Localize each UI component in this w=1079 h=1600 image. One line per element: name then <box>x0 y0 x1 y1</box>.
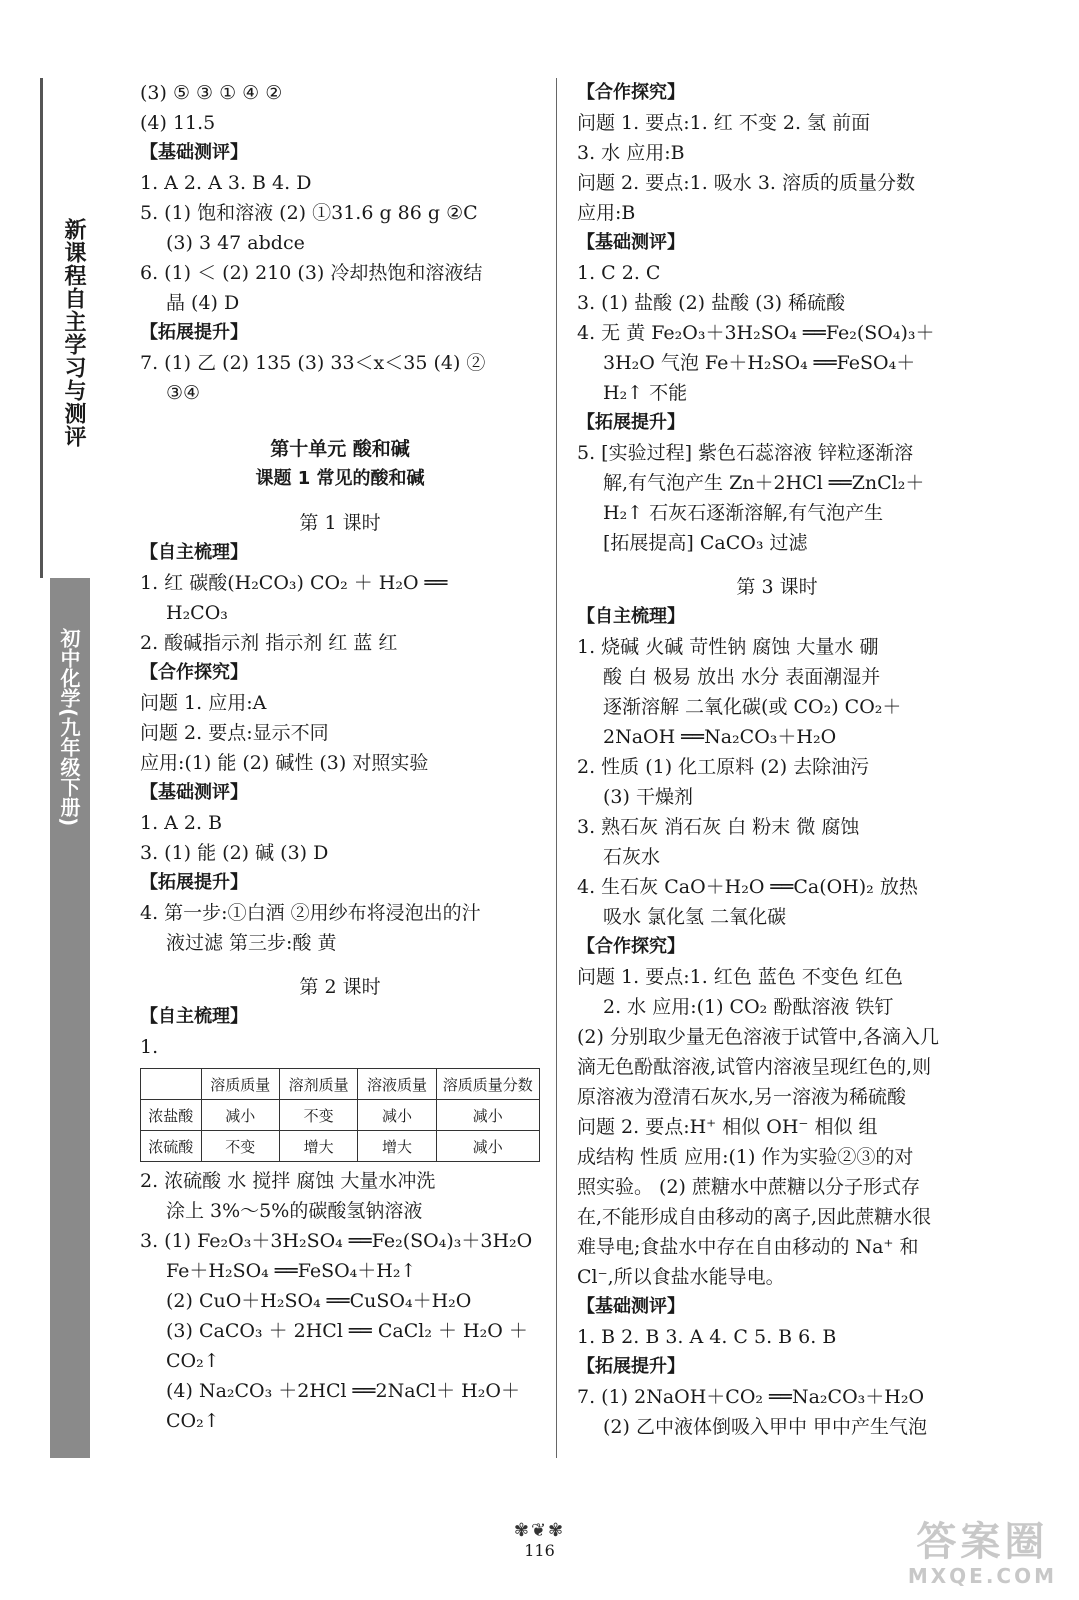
topic-title: 课题 1 常见的酸和碱 <box>255 468 425 489</box>
right-column <box>577 78 977 1442</box>
answer-line: 1. A 2. A 3. B 4. D <box>140 172 312 194</box>
answer-line: 滴无色酚酞溶液,试管内溶液呈现红色的,则 <box>577 1056 932 1078</box>
book-subject: 初中化学(九年级下册) <box>57 628 81 827</box>
answer-continuation: 晶 (4) D <box>166 292 240 314</box>
ornament-icon: ✾❦✾ <box>513 1520 566 1541</box>
section-heading: 【基础测评】 <box>577 1296 685 1317</box>
table-header-cell: 溶剂质量 <box>279 1069 357 1100</box>
answer-line: 应用:B <box>577 202 636 224</box>
table-header-cell: 溶质质量分数 <box>436 1069 539 1100</box>
answer-continuation: (2) CuO＋H₂SO₄ ══CuSO₄＋H₂O <box>166 1290 472 1312</box>
answer-line: 1. 红 碳酸(H₂CO₃) CO₂ ＋ H₂O ══ <box>140 572 448 594</box>
answer-line: 1. 烧碱 火碱 苛性钠 腐蚀 大量水 硼 <box>577 636 879 658</box>
section-heading: 【合作探究】 <box>577 936 685 957</box>
answer-line: 在,不能形成自由移动的离子,因此蔗糖水很 <box>577 1206 932 1228</box>
section-heading: 【基础测评】 <box>140 782 248 803</box>
answer-continuation: (4) Na₂CO₃ ＋2HCl ══2NaCl＋ H₂O＋ <box>166 1380 520 1402</box>
answer-continuation: H₂CO₃ <box>166 602 228 624</box>
spacer <box>140 958 540 972</box>
answer-line: 3. 水 应用:B <box>577 142 685 164</box>
table-cell: 减小 <box>436 1131 539 1162</box>
answer-continuation: H₂↑ 石灰石逐渐溶解,有气泡产生 <box>603 502 884 524</box>
section-heading: 【拓展提升】 <box>140 322 248 343</box>
table-cell: 增大 <box>358 1131 436 1162</box>
table-row <box>141 1100 540 1131</box>
answer-continuation: CO₂↑ <box>166 1350 220 1372</box>
answer-line: 4. 无 黄 Fe₂O₃＋3H₂SO₄ ══Fe₂(SO₄)₃＋ <box>577 322 935 344</box>
section-heading: 【基础测评】 <box>577 232 685 253</box>
answer-continuation: (3) 干燥剂 <box>603 786 693 808</box>
table-cell: 浓盐酸 <box>141 1100 202 1131</box>
lesson-title: 第 2 课时 <box>299 976 381 998</box>
answer-line: 问题 1. 要点:1. 红色 蓝色 不变色 红色 <box>577 966 903 988</box>
answer-line: 4. 第一步:①白酒 ②用纱布将浸泡出的汁 <box>140 902 481 924</box>
answer-line: 问题 2. 要点:H⁺ 相似 OH⁻ 相似 组 <box>577 1116 878 1138</box>
answer-line: 4. 生石灰 CaO＋H₂O ══Ca(OH)₂ 放热 <box>577 876 918 898</box>
answer-line: 7. (1) 2NaOH＋CO₂ ══Na₂CO₃＋H₂O <box>577 1386 925 1408</box>
answer-line: 1. A 2. B <box>140 812 223 834</box>
answer-line: 3. (1) 盐酸 (2) 盐酸 (3) 稀硫酸 <box>577 292 846 314</box>
answer-continuation: 酸 白 极易 放出 水分 表面潮湿并 <box>603 666 881 688</box>
left-column <box>140 78 540 1436</box>
answer-continuation: ③④ <box>166 382 201 404</box>
section-heading: 【拓展提升】 <box>577 412 685 433</box>
sidebar-bottom-band <box>50 578 90 1458</box>
answer-line: Cl⁻,所以食盐水能导电。 <box>577 1266 785 1288</box>
answer-line: 2. 浓硫酸 水 搅拌 腐蚀 大量水冲洗 <box>140 1170 436 1192</box>
lesson-title: 第 1 课时 <box>299 512 381 534</box>
table-cell: 不变 <box>279 1100 357 1131</box>
answer-line: 3. (1) Fe₂O₃＋3H₂SO₄ ══Fe₂(SO₄)₃＋3H₂O <box>140 1230 533 1252</box>
table-cell: 不变 <box>201 1131 279 1162</box>
answer-line: 5. (1) 饱和溶液 (2) ①31.6 g 86 g ②C <box>140 202 478 224</box>
answer-continuation: 2NaOH ══Na₂CO₃＋H₂O <box>603 726 837 748</box>
section-heading: 【自主梳理】 <box>577 606 685 627</box>
book-sidebar <box>40 78 88 1458</box>
answer-line: 问题 1. 要点:1. 红 不变 2. 氢 前面 <box>577 112 871 134</box>
table-cell: 减小 <box>358 1100 436 1131</box>
spacer <box>140 408 540 422</box>
spacer <box>140 494 540 508</box>
unit-title: 第十单元 酸和碱 <box>270 438 410 460</box>
sidebar-top-band <box>40 78 91 578</box>
answer-continuation: 3H₂O 气泡 Fe＋H₂SO₄ ══FeSO₄＋ <box>603 352 916 374</box>
answer-continuation: 涂上 3%～5%的碳酸氢钠溶液 <box>166 1200 423 1222</box>
acid-comparison-table <box>140 1068 540 1162</box>
answer-line: 成结构 性质 应用:(1) 作为实验②③的对 <box>577 1146 914 1168</box>
answer-continuation: 2. 水 应用:(1) CO₂ 酚酞溶液 铁钉 <box>603 996 894 1018</box>
answer-line: 1. C 2. C <box>577 262 661 284</box>
answer-line: 问题 2. 要点:显示不同 <box>140 722 329 744</box>
table-row <box>141 1131 540 1162</box>
answer-line: 问题 1. 应用:A <box>140 692 267 714</box>
answer-continuation: Fe＋H₂SO₄ ══FeSO₄＋H₂↑ <box>166 1260 417 1282</box>
spacer <box>577 558 977 572</box>
answer-line: 3. 熟石灰 消石灰 白 粉末 微 腐蚀 <box>577 816 860 838</box>
answer-continuation: 液过滤 第三步:酸 黄 <box>166 932 337 954</box>
section-heading: 【合作探究】 <box>140 662 248 683</box>
answer-continuation: 吸水 氯化氢 二氧化碳 <box>603 906 787 928</box>
answer-line: 照实验。 (2) 蔗糖水中蔗糖以分子形式存 <box>577 1176 920 1198</box>
answer-continuation: 石灰水 <box>603 846 661 868</box>
answer-continuation: (3) 3 47 abdce <box>166 232 305 254</box>
section-heading: 【自主梳理】 <box>140 1006 248 1027</box>
answer-line: 6. (1) ＜ (2) 210 (3) 冷却热饱和溶液结 <box>140 262 483 284</box>
section-heading: 【自主梳理】 <box>140 542 248 563</box>
answer-line: 2. 性质 (1) 化工原料 (2) 去除油污 <box>577 756 870 778</box>
answer-line: 7. (1) 乙 (2) 135 (3) 33＜x＜35 (4) ② <box>140 352 486 374</box>
answer-line: 难导电;食盐水中存在自由移动的 Na⁺ 和 <box>577 1236 919 1258</box>
answer-continuation: 解,有气泡产生 Zn＋2HCl ══ZnCl₂＋ <box>603 472 925 494</box>
table-cell: 减小 <box>436 1100 539 1131</box>
table-header-cell: 溶液质量 <box>358 1069 436 1100</box>
watermark-url: MXQE.COM <box>907 1564 1057 1588</box>
table-cell: 减小 <box>201 1100 279 1131</box>
answer-line: (3) ⑤ ③ ① ④ ② <box>140 82 283 104</box>
answer-continuation: (3) CaCO₃ ＋ 2HCl ══ CaCl₂ ＋ H₂O ＋ <box>166 1320 528 1342</box>
table-cell: 增大 <box>279 1131 357 1162</box>
answer-line: 5. [实验过程] 紫色石蕊溶液 锌粒逐渐溶 <box>577 442 914 464</box>
answer-line: 1. B 2. B 3. A 4. C 5. B 6. B <box>577 1326 837 1348</box>
table-cell: 浓硫酸 <box>141 1131 202 1162</box>
watermark-logo <box>908 1520 1057 1588</box>
answer-line: 应用:(1) 能 (2) 碱性 (3) 对照实验 <box>140 752 429 774</box>
table-header-row <box>141 1069 540 1100</box>
watermark-text: 答案圈 <box>916 1519 1049 1565</box>
answer-line: 1. <box>140 1036 159 1058</box>
answer-continuation: [拓展提高] CaCO₃ 过滤 <box>603 532 808 554</box>
answer-continuation: (2) 乙中液体倒吸入甲中 甲中产生气泡 <box>603 1416 927 1438</box>
answer-line: 3. (1) 能 (2) 碱 (3) D <box>140 842 329 864</box>
lesson-title: 第 3 课时 <box>736 576 818 598</box>
answer-line: 问题 2. 要点:1. 吸水 3. 溶质的质量分数 <box>577 172 915 194</box>
answer-continuation: 逐渐溶解 二氧化碳(或 CO₂) CO₂＋ <box>603 696 902 718</box>
section-heading: 【基础测评】 <box>140 142 248 163</box>
table-header-cell <box>141 1069 202 1100</box>
answer-continuation: H₂↑ 不能 <box>603 382 688 404</box>
series-title: 新课程自主学习与测评 <box>61 218 86 448</box>
answer-line: (4) 11.5 <box>140 112 216 134</box>
section-heading: 【拓展提升】 <box>577 1356 685 1377</box>
answer-line: 原溶液为澄清石灰水,另一溶液为稀硫酸 <box>577 1086 907 1108</box>
page-number: 116 <box>524 1541 555 1560</box>
table-header-cell: 溶质质量 <box>201 1069 279 1100</box>
answer-line: 2. 酸碱指示剂 指示剂 红 蓝 红 <box>140 632 398 654</box>
answer-line: (2) 分别取少量无色溶液于试管中,各滴入几 <box>577 1026 939 1048</box>
section-heading: 【合作探究】 <box>577 82 685 103</box>
column-divider <box>556 78 557 1458</box>
answer-continuation: CO₂↑ <box>166 1410 220 1432</box>
section-heading: 【拓展提升】 <box>140 872 248 893</box>
